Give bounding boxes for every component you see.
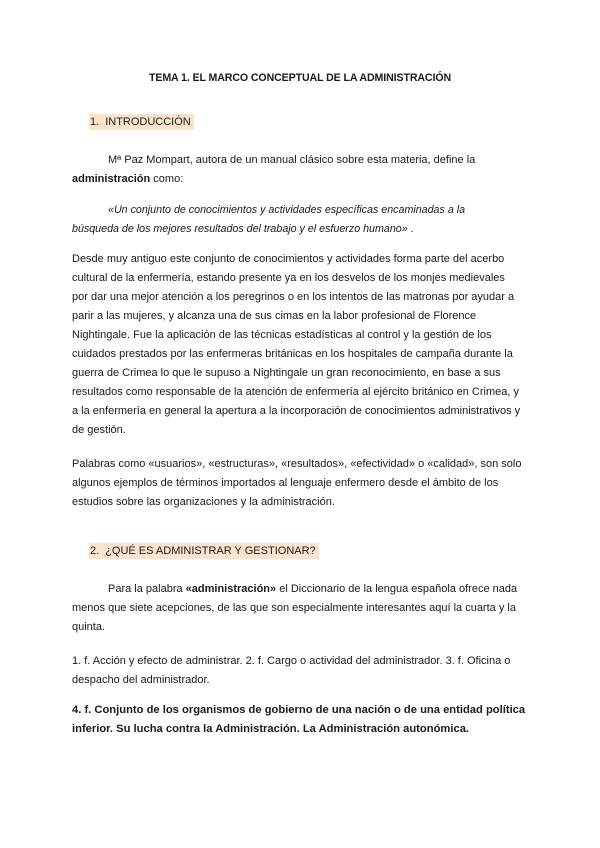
quote-end: . — [407, 223, 414, 235]
paragraph-line: quinta. — [72, 621, 106, 633]
paragraph-line: Desde muy antiguo este conjunto de conocimientos y actividades forma parte del acerbo — [72, 253, 505, 265]
definition-quote — [72, 201, 532, 239]
paragraph-line: resultados como responsable de la atención de enfermería al ejército británico en Crimea, y — [72, 386, 519, 398]
definition-line: despacho del administrador. — [72, 674, 210, 686]
definition-line: inferior. Su lucha contra la Administración. La Administración autonómica. — [72, 723, 470, 735]
intro-line-rest: como: — [150, 173, 184, 185]
intro-line: Mª Paz Mompart, autora de un manual clásico sobre esta materia, define la — [108, 154, 476, 166]
section-number: 2. — [90, 545, 100, 557]
paragraph-line: Nightingale. Fue la aplicación de las técnicas estadísticas al control y la gestión de los — [72, 329, 492, 341]
paragraph-line: cuidados prestados por las enfermeras británicas en los hospitales de campaña durante la — [72, 348, 513, 360]
section-label: INTRODUCCIÓN — [105, 116, 191, 128]
text-fragment: el Diccionario de la lengua española ofrece nada — [276, 583, 518, 595]
paragraph-line: a la enfermería en general la apertura a la incorporación de conocimientos administrativos y — [72, 405, 521, 417]
section-heading-highlight — [89, 543, 319, 559]
term-administracion: administración — [72, 173, 151, 185]
paragraph-line — [72, 580, 532, 599]
paragraph-line: guerra de Crimea lo que le supuso a Nightingale un gran reconocimiento, en base a sus — [72, 367, 501, 379]
section-heading-introduccion — [89, 116, 194, 128]
paragraph-line: Palabras como «usuarios», «estructuras», «resultados», «efectividad» o «calidad», son solo — [72, 458, 522, 470]
intro-line — [72, 170, 532, 189]
definition-line: 1. f. Acción y efecto de administrar. 2. f. Cargo o actividad del administrador. 3. f. Oficina o — [72, 655, 511, 667]
paragraph-line: algunos ejemplos de términos importados al lenguaje enfermero desde el ámbito de los — [72, 477, 499, 489]
paragraph-line: parir a las mujeres, y alcanza una de sus cimas en la labor profesional de Florence — [72, 310, 477, 322]
section-heading-highlight — [89, 114, 194, 130]
quote-line — [72, 220, 532, 239]
document-title: TEMA 1. EL MARCO CONCEPTUAL DE LA ADMINISTRACIÓN — [148, 72, 452, 84]
section-label: ¿QUÉ ES ADMINISTRAR Y GESTIONAR? — [105, 545, 316, 557]
intro-paragraph — [72, 151, 532, 189]
paragraph-line: por dar una mejor atención a los peregrinos o en los intentos de las matronas por ayudar a — [72, 291, 515, 303]
quote-text: búsqueda de los mejores resultados del trabajo y el esfuerzo humano» — [72, 223, 408, 235]
section-number: 1. — [90, 116, 100, 128]
term-administracion-quoted: «administración» — [185, 583, 277, 595]
paragraph-line: menos que siete acepciones, de las que son especialmente interesantes aquí la cuarta y la — [72, 602, 516, 614]
paragraph-line: estudios sobre las organizaciones y la administración. — [72, 496, 335, 508]
quote-line: «Un conjunto de conocimientos y actividades específicas encaminadas a la — [108, 204, 466, 216]
definition-line: 4. f. Conjunto de los organismos de gobierno de una nación o de una entidad política — [72, 704, 526, 716]
paragraph-terms — [72, 455, 532, 512]
paragraph-dictionary — [72, 580, 532, 637]
text-fragment: Para la palabra — [108, 583, 186, 595]
paragraph-history — [72, 250, 532, 440]
paragraph-line: cultural de la enfermería, estando presente ya en los desvelos de los monjes medievales — [72, 272, 505, 284]
section-heading-administrar — [89, 545, 319, 557]
definitions-list — [72, 652, 532, 690]
definition-4 — [72, 701, 532, 739]
paragraph-line: de gestión. — [72, 424, 126, 436]
